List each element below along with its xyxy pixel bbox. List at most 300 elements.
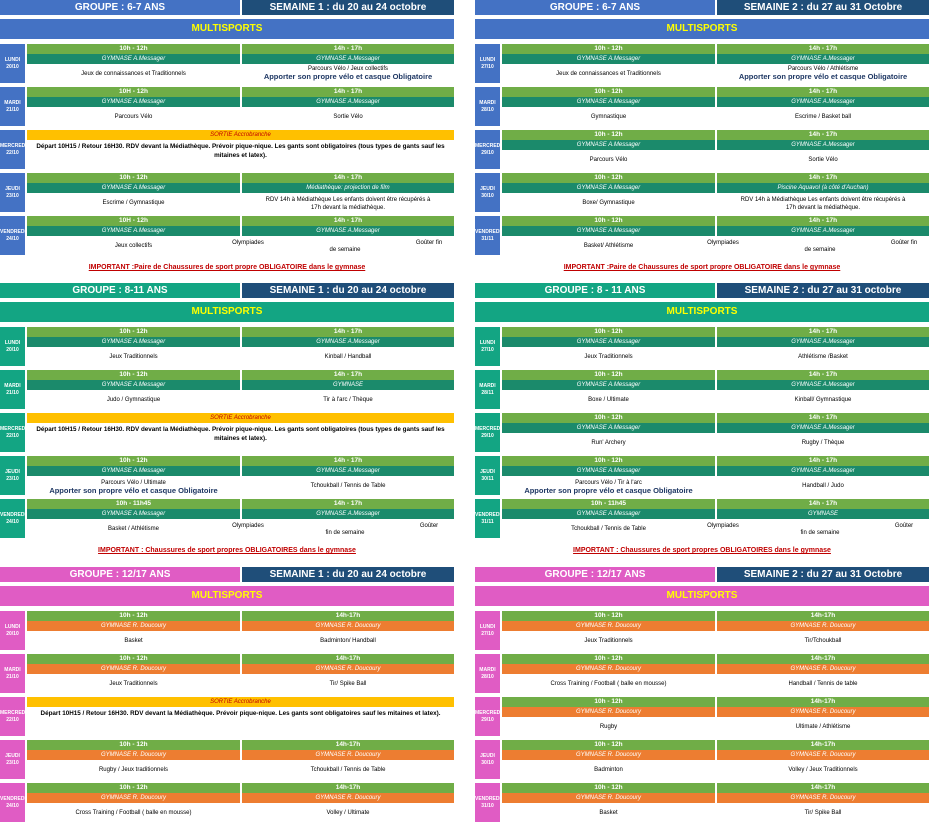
activity-afternoon: Parcours Vélo / Jeux collectifs <box>307 66 389 72</box>
venue-afternoon: GYMNASE A.Messager <box>242 226 454 236</box>
week-label: SEMAINE 1 : du 20 au 24 octobre <box>242 283 454 298</box>
day-row <box>0 130 454 169</box>
day-row <box>475 654 929 693</box>
day-row <box>475 783 929 822</box>
time-morning: 10h - 12h <box>502 44 715 54</box>
activity-morning: Rugby <box>599 724 618 730</box>
day-date: 20/10 <box>6 630 19 637</box>
venue-afternoon: GYMNASE A.Messager <box>242 337 454 347</box>
day-row <box>475 87 929 126</box>
activity-end-week: de semaine <box>329 247 361 253</box>
time-morning: 10h - 12h <box>27 654 240 664</box>
day-row <box>0 44 454 83</box>
activity-morning: Parcours Vélo / Tir à l'arc <box>575 480 642 486</box>
day-row <box>0 654 454 693</box>
time-morning: 10h - 11h45 <box>502 499 715 509</box>
day-date: 23/10 <box>6 475 19 482</box>
activity-afternoon: Kinball / Handball <box>324 354 372 360</box>
block-header <box>475 283 929 298</box>
venue-morning: GYMNASE A.Messager <box>27 337 240 347</box>
day-row <box>0 87 454 126</box>
day-date: 30/11 <box>481 475 494 482</box>
day-date: 23/10 <box>6 759 19 766</box>
activity-gouter: Goûter <box>419 523 439 529</box>
block-header <box>0 283 454 298</box>
time-morning: 10h - 12h <box>27 370 240 380</box>
activity-morning: Rugby / Jeux traditionnels <box>98 767 169 773</box>
time-afternoon: 14h - 17h <box>717 327 929 337</box>
day-label <box>475 456 500 495</box>
activity-morning: Cross Training / Football ( balle en mousse) <box>550 681 667 687</box>
venue-morning: GYMNASE A.Messager <box>502 509 715 519</box>
venue-afternoon: GYMNASE R. Doucoury <box>242 750 454 760</box>
venue-afternoon: GYMNASE A.Messager <box>717 423 929 433</box>
venue-morning: GYMNASE R. Doucoury <box>502 664 715 674</box>
day-label <box>0 130 25 169</box>
venue-morning: GYMNASE R. Doucoury <box>502 621 715 631</box>
day-date: 20/10 <box>6 346 19 353</box>
group-label: GROUPE : 12/17 ANS <box>0 567 240 582</box>
time-morning: 10h - 11h45 <box>27 499 240 509</box>
bike-note: Apporter son propre vélo et casque Obligatoire <box>738 72 908 81</box>
week-label: SEMAINE 1 : du 20 au 24 octobre <box>242 567 454 582</box>
group-label: GROUPE : 8 - 11 ANS <box>475 283 715 298</box>
activity-afternoon: Escrime / Basket ball <box>794 114 852 120</box>
venue-afternoon: GYMNASE A.Messager <box>242 509 454 519</box>
time-afternoon: 14h-17h <box>242 783 454 793</box>
activity-morning: Basket / Athlétisme <box>107 526 160 532</box>
venue-morning: GYMNASE A.Messager <box>27 380 240 390</box>
day-date: 31/10 <box>481 802 494 809</box>
day-label <box>475 87 500 126</box>
day-date: 30/10 <box>481 759 494 766</box>
day-label <box>0 611 25 650</box>
time-morning: 10h - 12h <box>502 327 715 337</box>
venue-afternoon: GYMNASE A.Messager <box>717 337 929 347</box>
day-name: MERCREDI <box>475 425 502 432</box>
outing-banner: SORTIE Accrobranche <box>27 697 454 707</box>
important-note: IMPORTANT :Paire de Chaussures de sport propre OBLIGATOIRE dans le gymnase <box>563 264 841 271</box>
activity-morning: Jeux Traditionnels <box>109 681 158 687</box>
venue-afternoon: GYMNASE A.Messager <box>717 54 929 64</box>
venue-morning: GYMNASE A.Messager <box>502 140 715 150</box>
day-name: JEUDI <box>480 752 495 759</box>
day-row <box>475 130 929 169</box>
activity-afternoon: Tchoukball / Tennis de Table <box>310 767 386 773</box>
time-morning: 10h - 12h <box>502 413 715 423</box>
day-date: 22/10 <box>6 432 19 439</box>
bike-note: Apporter son propre vélo et casque Obligatoire <box>49 486 218 495</box>
day-date: 29/10 <box>481 149 494 156</box>
time-afternoon: 14h-17h <box>717 783 929 793</box>
group-label: GROUPE : 6-7 ANS <box>475 0 715 15</box>
day-label <box>0 697 25 736</box>
venue-afternoon: GYMNASE A.Messager <box>717 226 929 236</box>
activity-olympiades: Olympiades <box>707 523 739 529</box>
day-name: LUNDI <box>479 56 496 63</box>
activity-afternoon: Sortie Vélo <box>808 157 838 163</box>
time-morning: 10h - 12h <box>502 740 715 750</box>
activity-morning: Escrime / Gymnastique <box>102 200 165 206</box>
time-afternoon: 14h - 17h <box>242 87 454 97</box>
schedule-block <box>0 567 454 822</box>
day-row <box>475 370 929 409</box>
day-name: VENDREDI <box>0 228 26 235</box>
day-label <box>0 173 25 212</box>
block-header <box>475 567 929 582</box>
venue-afternoon: GYMNASE R. Doucoury <box>242 664 454 674</box>
time-afternoon: 14h-17h <box>242 654 454 664</box>
day-date: 24/10 <box>6 518 19 525</box>
venue-morning: GYMNASE A.Messager <box>502 183 715 193</box>
time-afternoon: 14h - 17h <box>717 456 929 466</box>
important-note: IMPORTANT : Chaussures de sport propres OBLIGATOIRES dans le gymnase <box>98 547 356 554</box>
day-name: MERCREDI <box>475 709 502 716</box>
venue-morning: GYMNASE A.Messager <box>27 509 240 519</box>
time-morning: 10h - 12h <box>502 456 715 466</box>
multisports-banner: MULTISPORTS <box>475 586 929 606</box>
block-header <box>0 0 454 15</box>
venue-morning: GYMNASE A.Messager <box>27 183 240 193</box>
time-afternoon: 14h - 17h <box>717 130 929 140</box>
time-morning: 10h - 12h <box>27 44 240 54</box>
time-afternoon: 14h - 17h <box>717 87 929 97</box>
day-date: 27/10 <box>481 346 494 353</box>
activity-end-week: fin de semaine <box>325 530 365 536</box>
venue-morning: GYMNASE A.Messager <box>502 226 715 236</box>
activity-afternoon: Tir/Tchoukball <box>804 638 842 644</box>
activity-morning: Basket/ Athlétisme <box>583 243 634 249</box>
day-label <box>0 44 25 83</box>
activity-morning: Boxe/ Gymnastique <box>582 200 635 206</box>
day-name: JEUDI <box>480 185 495 192</box>
day-name: LUNDI <box>479 339 496 346</box>
day-name: JEUDI <box>480 468 495 475</box>
venue-afternoon: GYMNASE R. Doucoury <box>717 621 929 631</box>
time-morning: 10h - 12h <box>502 216 715 226</box>
day-row <box>475 216 929 255</box>
venue-afternoon: GYMNASE A.Messager <box>717 140 929 150</box>
day-label <box>0 87 25 126</box>
venue-morning: GYMNASE A.Messager <box>502 466 715 476</box>
day-name: MARDI <box>4 99 21 106</box>
time-morning: 10h - 12h <box>27 611 240 621</box>
time-afternoon: 14h-17h <box>717 740 929 750</box>
activity-morning: Gymnastique <box>590 114 627 120</box>
day-label <box>0 216 25 255</box>
day-row <box>475 173 929 212</box>
day-name: MERCREDI <box>0 425 27 432</box>
time-afternoon: 14h - 17h <box>717 216 929 226</box>
venue-morning: GYMNASE A.Messager <box>27 97 240 107</box>
activity-morning: Cross Training / Football ( balle en mousse) <box>75 810 192 816</box>
day-row <box>0 216 454 255</box>
activity-gouter: Goûter fin <box>890 240 918 246</box>
venue-afternoon: GYMNASE R. Doucoury <box>242 793 454 803</box>
day-row <box>0 173 454 212</box>
time-afternoon: 14h-17h <box>717 654 929 664</box>
day-name: MARDI <box>4 382 21 389</box>
venue-morning: GYMNASE A.Messager <box>27 466 240 476</box>
venue-afternoon: GYMNASE A.Messager <box>242 97 454 107</box>
activity-morning: Parcours Vélo <box>114 114 153 120</box>
day-name: VENDREDI <box>475 795 501 802</box>
activity-afternoon: Athlétisme /Basket <box>798 354 848 360</box>
outing-note: Départ 10H15 / Retour 16H30. RDV devant la Médiathèque. Prévoir pique-nique. Les gants sont obligatoires (tous types de gants sauf les mitaines et latex). <box>36 426 445 442</box>
time-afternoon: 14h - 17h <box>242 456 454 466</box>
time-afternoon: 14h - 17h <box>242 216 454 226</box>
activity-morning: Jeux de connaissances et Traditionnels <box>81 71 186 77</box>
schedule-block <box>475 283 929 554</box>
activity-afternoon: Volley / Jeux Traditionnels <box>788 767 858 773</box>
day-row <box>475 327 929 366</box>
activity-morning: Jeux Traditionnels <box>584 354 633 360</box>
day-date: 22/10 <box>6 716 19 723</box>
time-morning: 10h - 12h <box>502 173 715 183</box>
multisports-banner: MULTISPORTS <box>475 19 929 39</box>
time-morning: 10h - 12h <box>502 87 715 97</box>
day-name: JEUDI <box>5 185 20 192</box>
day-row <box>0 697 454 736</box>
day-label <box>475 783 500 822</box>
day-date: 24/10 <box>6 802 19 809</box>
time-afternoon: 14h-17h <box>717 611 929 621</box>
venue-morning: GYMNASE R. Doucoury <box>27 621 240 631</box>
day-date: 27/10 <box>481 630 494 637</box>
time-morning: 10h - 12h <box>27 456 240 466</box>
day-date: 27/10 <box>481 63 494 70</box>
activity-afternoon: Parcours Vélo / Athlétisme <box>787 66 859 72</box>
venue-morning: GYMNASE R. Doucoury <box>502 750 715 760</box>
venue-afternoon: GYMNASE A.Messager <box>717 97 929 107</box>
time-afternoon: 14h-17h <box>242 611 454 621</box>
day-row <box>0 783 454 822</box>
venue-afternoon: Piscine Aquavol (à côté d'Auchan) <box>717 183 929 193</box>
time-morning: 10h - 12h <box>27 173 240 183</box>
day-label <box>0 499 25 538</box>
day-name: MERCREDI <box>0 142 27 149</box>
time-morning: 10h - 12h <box>502 783 715 793</box>
day-date: 21/10 <box>6 673 19 680</box>
day-name: MARDI <box>4 666 21 673</box>
activity-afternoon: Rugby / Thèque <box>801 440 845 446</box>
block-header <box>475 0 929 15</box>
time-morning: 10h - 12h <box>27 783 240 793</box>
time-morning: 10h - 12h <box>502 130 715 140</box>
group-label: GROUPE : 8-11 ANS <box>0 283 240 298</box>
venue-afternoon: GYMNASE R. Doucoury <box>717 793 929 803</box>
venue-morning: GYMNASE R. Doucoury <box>27 664 240 674</box>
day-name: LUNDI <box>4 623 21 630</box>
day-row <box>475 499 929 538</box>
day-name: VENDREDI <box>0 795 26 802</box>
activity-afternoon: RDV 14h à Médiathèque Les enfants doivent être récupérés à 17h devant la médiathèque. <box>265 197 431 211</box>
schedule-block <box>475 567 929 822</box>
activity-morning: Parcours Vélo <box>589 157 628 163</box>
day-date: 24/10 <box>6 235 19 242</box>
day-row <box>0 740 454 779</box>
day-date: 21/10 <box>6 389 19 396</box>
day-label <box>475 413 500 452</box>
venue-morning: GYMNASE A.Messager <box>502 337 715 347</box>
time-morning: 10h - 12h <box>27 740 240 750</box>
day-row <box>0 370 454 409</box>
activity-morning: Run' Archery <box>591 440 626 446</box>
day-row <box>475 740 929 779</box>
time-morning: 10h - 12h <box>502 370 715 380</box>
day-name: MARDI <box>479 99 496 106</box>
outing-banner: SORTIE Accrobranche <box>27 130 454 140</box>
activity-morning: Tchoukball / Tennis de Table <box>571 526 646 532</box>
activity-morning: Badminton <box>594 767 623 773</box>
activity-morning: Parcours Vélo / Ultimate <box>101 480 166 486</box>
time-afternoon: 14h-17h <box>717 697 929 707</box>
multisports-banner: MULTISPORTS <box>0 19 454 39</box>
day-name: LUNDI <box>4 339 21 346</box>
day-label <box>0 783 25 822</box>
day-label <box>475 697 500 736</box>
venue-morning: GYMNASE A.Messager <box>502 423 715 433</box>
venue-morning: GYMNASE A.Messager <box>27 226 240 236</box>
venue-afternoon: GYMNASE <box>717 509 929 519</box>
venue-afternoon: GYMNASE <box>242 380 454 390</box>
venue-afternoon: GYMNASE A.Messager <box>242 466 454 476</box>
time-afternoon: 14h - 17h <box>717 173 929 183</box>
day-date: 21/10 <box>6 106 19 113</box>
activity-end-week: de semaine <box>804 247 836 253</box>
venue-morning: GYMNASE A.Messager <box>502 97 715 107</box>
time-morning: 10h - 12h <box>502 697 715 707</box>
day-row <box>475 611 929 650</box>
time-morning: 10h - 12h <box>502 611 715 621</box>
activity-afternoon: Tchoukball / Tennis de Table <box>310 483 386 489</box>
time-morning: 10h - 12h <box>502 654 715 664</box>
day-name: JEUDI <box>5 468 20 475</box>
multisports-banner: MULTISPORTS <box>0 586 454 606</box>
activity-morning: Boxe / Ultimate <box>588 397 629 403</box>
day-row <box>0 611 454 650</box>
day-name: VENDREDI <box>0 511 26 518</box>
day-name: MERCREDI <box>475 142 502 149</box>
time-afternoon: 14h - 17h <box>717 44 929 54</box>
activity-afternoon: Volley / Ultimate <box>326 810 370 816</box>
activity-morning: Basket <box>124 638 143 644</box>
day-date: 29/10 <box>481 716 494 723</box>
group-label: GROUPE : 6-7 ANS <box>0 0 240 15</box>
day-label <box>475 173 500 212</box>
week-label: SEMAINE 2 : du 27 au 31 Octobre <box>717 0 929 15</box>
day-date: 29/10 <box>481 432 494 439</box>
activity-afternoon: Kinball/ Gymnastique <box>794 397 852 403</box>
venue-afternoon: GYMNASE A.Messager <box>717 466 929 476</box>
time-afternoon: 14h - 17h <box>242 44 454 54</box>
day-date: 30/10 <box>481 192 494 199</box>
bike-note: Apporter son propre vélo et casque Obligatoire <box>263 72 433 81</box>
day-label <box>0 456 25 495</box>
activity-morning: Basket <box>599 810 618 816</box>
time-afternoon: 14h - 17h <box>717 499 929 509</box>
activity-morning: Jeux de connaissances et Traditionnels <box>556 71 661 77</box>
schedule-block <box>0 283 454 554</box>
day-date: 31/11 <box>481 235 494 242</box>
day-label <box>475 370 500 409</box>
activity-afternoon: Tir/ Spike Ball <box>329 681 367 687</box>
day-label <box>0 413 25 452</box>
day-label <box>475 216 500 255</box>
time-afternoon: 14h - 17h <box>242 173 454 183</box>
day-name: VENDREDI <box>475 511 501 518</box>
day-label <box>475 654 500 693</box>
activity-morning: Jeux Traditionnels <box>584 638 633 644</box>
activity-afternoon: Badminton/ Handball <box>320 638 376 644</box>
day-label <box>0 370 25 409</box>
activity-afternoon: Sortie Vélo <box>333 114 363 120</box>
activity-morning: Jeux collectifs <box>114 243 153 249</box>
day-label <box>475 44 500 83</box>
venue-morning: GYMNASE R. Doucoury <box>502 793 715 803</box>
venue-afternoon: GYMNASE R. Doucoury <box>717 664 929 674</box>
day-row <box>0 499 454 538</box>
day-row <box>475 456 929 495</box>
venue-afternoon: GYMNASE R. Doucoury <box>242 621 454 631</box>
activity-end-week: fin de semaine <box>800 530 840 536</box>
time-afternoon: 14h - 17h <box>242 327 454 337</box>
day-date: 28/10 <box>481 673 494 680</box>
day-row <box>0 327 454 366</box>
day-name: VENDREDI <box>475 228 501 235</box>
time-morning: 10h - 12h <box>27 327 240 337</box>
time-afternoon: 14h - 17h <box>242 370 454 380</box>
multisports-banner: MULTISPORTS <box>475 302 929 322</box>
day-name: JEUDI <box>5 752 20 759</box>
schedule-block <box>0 0 454 271</box>
activity-morning: Judo / Gymnastique <box>106 397 161 403</box>
outing-note: Départ 10H15 / Retour 16H30. RDV devant la Médiathèque. Prévoir pique-nique. Les gants sont obligatoires (tous types de gants sauf les mitaines et latex). <box>36 143 445 159</box>
activity-afternoon: Tir/ Spike Ball <box>804 810 842 816</box>
group-label: GROUPE : 12/17 ANS <box>475 567 715 582</box>
day-row <box>475 697 929 736</box>
venue-morning: GYMNASE A.Messager <box>27 54 240 64</box>
day-row <box>475 44 929 83</box>
important-note: IMPORTANT : Chaussures de sport propres OBLIGATOIRES dans le gymnase <box>573 547 831 554</box>
block-header <box>0 567 454 582</box>
activity-olympiades: Olympiades <box>232 523 264 529</box>
day-name: MARDI <box>479 382 496 389</box>
day-name: LUNDI <box>4 56 21 63</box>
day-label <box>0 327 25 366</box>
venue-afternoon: GYMNASE A.Messager <box>717 380 929 390</box>
activity-afternoon: RDV 14h à Médiathèque Les enfants doivent être récupérés à 17h devant la médiathèque. <box>740 197 906 211</box>
day-date: 28/11 <box>481 389 494 396</box>
venue-afternoon: GYMNASE R. Doucoury <box>717 707 929 717</box>
important-note: IMPORTANT :Paire de Chaussures de sport propre OBLIGATOIRE dans le gymnase <box>88 264 366 271</box>
activity-olympiades: Olympiades <box>707 240 739 246</box>
day-row <box>0 413 454 452</box>
bike-note: Apporter son propre vélo et casque Obligatoire <box>524 486 693 495</box>
venue-afternoon: GYMNASE R. Doucoury <box>717 750 929 760</box>
activity-gouter: Goûter <box>894 523 914 529</box>
week-label: SEMAINE 1 : du 20 au 24 octobre <box>242 0 454 15</box>
activity-afternoon: Tir à l'arc / Thèque <box>323 397 373 403</box>
day-date: 22/10 <box>6 149 19 156</box>
outing-note: Départ 10H15 / Retour 16H30. RDV devant la Médiathèque. Prévoir pique-nique. Les gants sont obligatoires sauf les mitaines et latex). <box>40 710 441 717</box>
activity-afternoon: Handball / Tennis de table <box>788 681 858 687</box>
day-label <box>475 611 500 650</box>
venue-morning: GYMNASE R. Doucoury <box>27 750 240 760</box>
day-row <box>475 413 929 452</box>
venue-afternoon: Médiathèque: projection de film <box>242 183 454 193</box>
activity-gouter: Goûter fin <box>415 240 443 246</box>
